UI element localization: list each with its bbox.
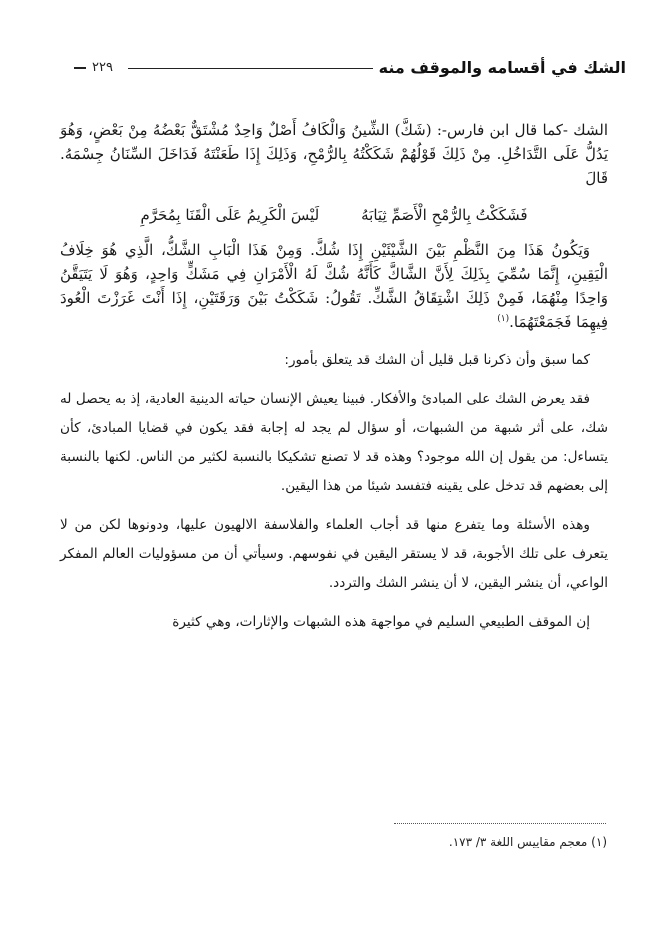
main-text <box>60 118 608 647</box>
footnote-divider <box>394 823 606 824</box>
page-number-value: ٢٢٩ <box>92 60 113 75</box>
paragraph-definition-text: الشك -كما قال ابن فارس-: (شَكَّ) الشِّينُ وَالْكَافُ أَصْلٌ وَاحِدٌ مُشْتَقٌّ بَعْضُهُ مِنْ بَعْضٍ، وَهُوَ يَدُلُّ عَلَى التَّدَاخُلِ. مِنْ ذَلِكَ قَوْلُهُمْ شَكَكْتُهُ بِالرُّمْحِ، وَذَلِكَ إِذَا طَعَنْتَهُ فَدَاخَلَ السِّنَانُ جِسْمَهُ. قَالَ <box>60 121 608 187</box>
paragraph-intro-text: كما سبق وأن ذكرنا قبل قليل أن الشك قد يتعلق بأمور: <box>284 352 590 368</box>
paragraph-definition <box>60 118 608 190</box>
paragraph-answers-text: وهذه الأسئلة وما يتفرع منها قد أجاب العلماء والفلاسفة الالهيون عليها، ودونوها لكن من لا يتعرف على تلك الأجوبة، قد لا يستقر اليقين في نفوسهم. وسيأتي أن من مسؤوليات العالم المفكر الواعي، أن ينشر اليقين، لا أن ينشر الشك والتردد. <box>60 517 608 591</box>
footnote-reference[interactable]: (١) <box>497 314 510 324</box>
paragraph-intro <box>60 346 608 375</box>
verse-first-hemistich: فَشَكَكْتُ بِالرُّمْحِ الْأَصَمِّ ثِيَابَهُ <box>361 206 528 224</box>
paragraph-etymology <box>60 238 608 334</box>
paragraph-position-text: إن الموقف الطبيعي السليم في مواجهة هذه الشبهات والإثارات، وهي كثيرة <box>172 614 590 630</box>
poetry-verse <box>60 202 608 228</box>
paragraph-position <box>60 608 608 637</box>
paragraph-principles-text: فقد يعرض الشك على المبادئ والأفكار. فبينا يعيش الإنسان حياته الدينية العادية، إذ به يحصل له شك، على أثر شبهة من الشبهات، أو سؤال لم يجد له إجابة فقد يكون في قضايا المبادئ، كأن يتساءل: من يقول إن الله موجود؟ وهذه قد لا تصنع تشكيكا بالنسبة لكثير من الناس. لكنها بالنسبة إلى بعضهم قد تدخل على يقينه فتفسد شيئا من هذا اليقين. <box>60 391 608 494</box>
header-title: الشك في أقسامه والموقف منه <box>373 56 626 80</box>
verse-second-hemistich: لَيْسَ الْكَرِيمُ عَلَى الْقَنَا بِمُحَرَّمِ <box>140 206 320 224</box>
running-header <box>74 56 626 84</box>
paragraph-etymology-text: وَيَكُونُ هَذَا مِنَ النَّظْمِ بَيْنَ الشَّيْئَيْنِ إِذَا شُكَّ. وَمِنْ هَذَا الْبَابِ الشَّكُّ، الَّذِي هُوَ خِلَافُ الْيَقِينِ، إِنَّمَا سُمِّيَ بِذَلِكَ لِأَنَّ الشَّاكَّ كَأَنَّهُ شُكَّ لَهُ الْأَمْرَانِ فِي مَشَكٍّ وَاحِدٍ، وَهُوَ لَا يَتَيَقَّنُ وَاحِدًا مِنْهُمَا، فَمِنْ ذَلِكَ اشْتِقَاقُ الشَّكِّ. تَقُولُ: شَكَكْتُ بَيْنَ وَرَقَتَيْنِ، إِذَا أَنْتَ غَرَزْتَ الْعُودَ فِيهِمَا فَجَمَعْتَهُمَا. <box>60 241 608 331</box>
footnote: (١) معجم مقاييس اللغة ٣/ ١٧٣. <box>448 835 607 849</box>
paragraph-answers <box>60 511 608 598</box>
page-number <box>74 56 117 80</box>
page-number-dash <box>74 67 86 69</box>
paragraph-principles <box>60 385 608 501</box>
